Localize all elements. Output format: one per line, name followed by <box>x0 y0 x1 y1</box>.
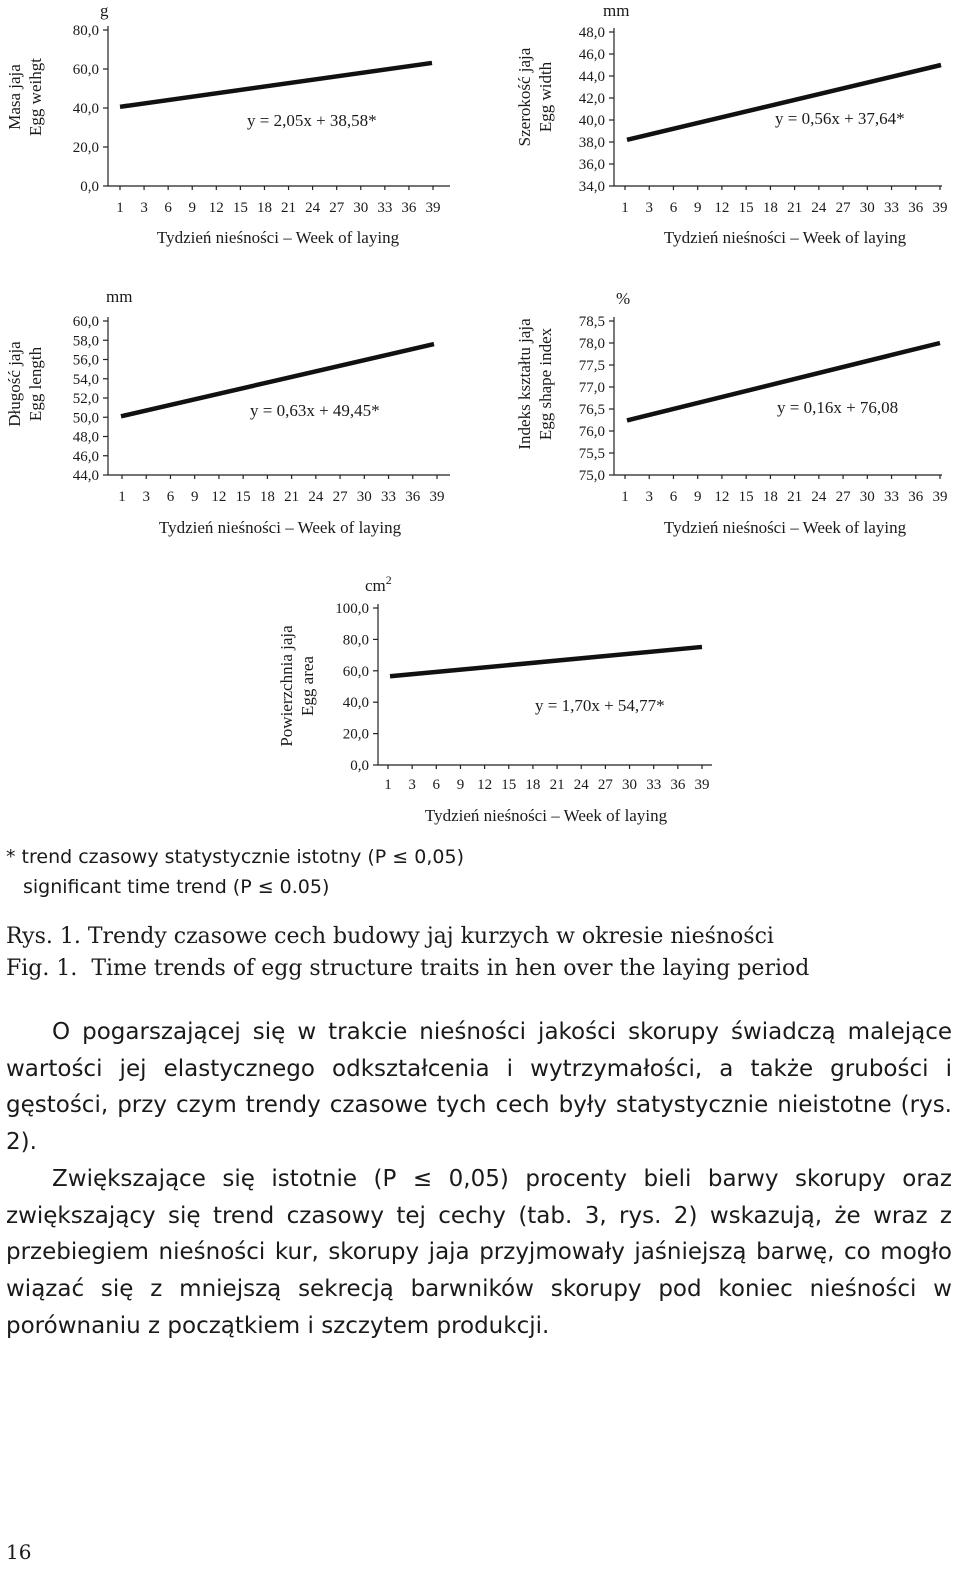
y-tick-label: 38,0 <box>578 135 605 151</box>
y-tick-label: 46,0 <box>578 47 605 63</box>
x-tick-label: 15 <box>235 489 251 505</box>
y-tick-label: 36,0 <box>578 157 605 173</box>
x-tick-label: 24 <box>573 777 589 793</box>
x-tick-label: 3 <box>140 200 148 216</box>
x-axis-label: Tydzień nieśności – Week of laying <box>156 228 400 247</box>
trend-equation: y = 1,70x + 54,77* <box>535 696 665 715</box>
y-tick-label: 78,0 <box>578 336 605 352</box>
trend-line <box>390 647 702 676</box>
y-tick-label: 52,0 <box>72 391 99 407</box>
x-tick-label: 39 <box>429 489 445 505</box>
x-tick-label: 12 <box>714 200 730 216</box>
x-tick-label: 9 <box>693 489 702 505</box>
x-tick-label: 6 <box>166 489 175 505</box>
y-tick-label: 60,0 <box>342 663 369 680</box>
y-tick-label: 40,0 <box>72 101 99 117</box>
caption-pl: Rys. 1. Trendy czasowe cech budowy jaj kurzych w okresie nieśności <box>6 924 774 949</box>
chart-egg-length <box>0 285 470 545</box>
y-axis-label-line: Masa jaja <box>5 64 24 130</box>
x-tick-label: 36 <box>908 200 924 216</box>
x-tick-label: 6 <box>669 200 678 216</box>
y-tick-label: 34,0 <box>578 179 605 195</box>
x-tick-label: 30 <box>353 200 369 216</box>
x-tick-label: 15 <box>501 777 517 793</box>
x-tick-label: 21 <box>281 200 297 216</box>
x-tick-label: 12 <box>211 489 227 505</box>
y-unit-label: % <box>616 289 631 308</box>
x-tick-label: 18 <box>762 200 778 216</box>
x-tick-label: 24 <box>305 200 321 216</box>
y-tick-label: 54,0 <box>72 371 99 388</box>
x-axis-label: Tydzień nieśności – Week of laying <box>424 806 668 825</box>
x-tick-label: 21 <box>787 200 803 216</box>
y-tick-label: 20,0 <box>342 726 369 743</box>
x-tick-label: 9 <box>188 200 196 216</box>
footnote-line-en: significant time trend (P ≤ 0.05) <box>23 876 330 898</box>
x-tick-label: 36 <box>670 777 686 793</box>
trend-equation: y = 0,16x + 76,08 <box>777 398 899 417</box>
y-tick-label: 80,0 <box>342 632 369 649</box>
x-tick-label: 30 <box>859 489 875 505</box>
x-tick-label: 33 <box>646 777 662 793</box>
x-tick-label: 33 <box>381 489 397 505</box>
trend-equation: y = 2,05x + 38,58* <box>247 111 377 130</box>
x-tick-label: 30 <box>356 489 372 505</box>
x-tick-label: 3 <box>142 489 150 505</box>
y-tick-label: 77,5 <box>578 358 605 374</box>
y-tick-label: 58,0 <box>72 333 99 350</box>
x-tick-label: 9 <box>456 777 465 793</box>
y-tick-label: 0,0 <box>350 758 369 774</box>
x-tick-label: 15 <box>738 200 754 216</box>
x-tick-label: 3 <box>408 777 416 793</box>
y-axis-label-line: Egg length <box>26 346 45 422</box>
y-unit-label: $cm^2$ <box>365 573 392 595</box>
y-tick-label: 100,0 <box>335 601 369 617</box>
x-tick-label: 12 <box>477 777 493 793</box>
x-tick-label: 33 <box>377 200 393 216</box>
y-tick-label: 75,5 <box>578 446 605 462</box>
y-axis-label-line: Powierzchnia jaja <box>277 625 296 747</box>
y-tick-label: 56,0 <box>72 352 99 369</box>
x-tick-label: 39 <box>694 777 710 793</box>
x-tick-label: 15 <box>232 200 248 216</box>
x-tick-label: 18 <box>762 489 778 505</box>
chart-egg-area <box>250 565 720 830</box>
x-tick-label: 21 <box>284 489 300 505</box>
x-tick-label: 27 <box>329 200 345 216</box>
y-axis-label-line: Egg width <box>536 61 555 133</box>
paragraph-1: O pogarszającej się w trakcie nieśności jakości skorupy świadczą malejące wartości jej elastycznego odkształcenia i wytrzymałości, a także grubości i gęstości, przy czym trendy czasowe tych cech były statystycznie nieistotne (rys. 2). <box>6 1019 952 1156</box>
x-tick-label: 33 <box>884 200 900 216</box>
y-tick-label: 48,0 <box>72 429 99 446</box>
y-axis-label-line: Egg area <box>298 656 317 716</box>
x-tick-label: 27 <box>332 489 348 505</box>
x-tick-label: 6 <box>669 489 678 505</box>
paragraph-2: Zwiększające się istotnie (P ≤ 0,05) procenty bieli barwy skorupy oraz zwiększający się trend czasowy tej cechy (tab. 3, rys. 2) wskazują, że wraz z przebiegiem nieśności kur, skorupy jaja przyjmowały jaśniejszą barwę, co mogło wiązać się z mniejszą sekrecją barwników skorupy pod koniec nieśności w porównaniu z początkiem i szczytem produkcji. <box>6 1165 952 1339</box>
y-tick-label: 78,5 <box>578 314 605 330</box>
x-tick-label: 3 <box>645 489 653 505</box>
y-tick-label: 40,0 <box>342 695 369 712</box>
x-tick-label: 21 <box>787 489 803 505</box>
y-axis-label-line: Egg weihgt <box>26 58 45 136</box>
x-tick-label: 36 <box>908 489 924 505</box>
y-axis-label-line: Egg shape index <box>536 327 555 441</box>
y-unit-label: mm <box>106 287 133 306</box>
footnote <box>6 842 464 902</box>
y-tick-label: 42,0 <box>578 91 605 107</box>
x-tick-label: 9 <box>693 200 702 216</box>
body-text <box>6 1014 952 1344</box>
y-tick-label: 60,0 <box>72 314 99 330</box>
x-tick-label: 36 <box>405 489 421 505</box>
y-tick-label: 76,5 <box>578 402 605 418</box>
x-tick-label: 39 <box>425 200 441 216</box>
x-tick-label: 30 <box>622 777 638 793</box>
page-number: 16 <box>6 1540 32 1564</box>
x-tick-label: 6 <box>432 777 441 793</box>
caption-en: Fig. 1. Time trends of egg structure traits in hen over the laying period <box>6 956 810 981</box>
x-tick-label: 36 <box>401 200 417 216</box>
trend-equation: y = 0,63x + 49,45* <box>250 401 380 420</box>
chart-egg-weight <box>0 0 470 260</box>
x-tick-label: 24 <box>811 489 827 505</box>
y-tick-label: 46,0 <box>72 448 99 465</box>
y-tick-label: 50,0 <box>72 410 99 427</box>
x-tick-label: 15 <box>738 489 754 505</box>
x-tick-label: 12 <box>208 200 224 216</box>
y-tick-label: 0,0 <box>80 179 99 195</box>
x-tick-label: 27 <box>835 489 851 505</box>
x-tick-label: 24 <box>308 489 324 505</box>
y-unit-label: g <box>100 1 109 20</box>
x-tick-label: 33 <box>884 489 900 505</box>
y-axis-label-line: Długość jaja <box>5 341 24 427</box>
y-axis-label-line: Indeks kształtu jaja <box>515 318 534 450</box>
chart-egg-width <box>490 0 960 260</box>
y-tick-label: 48,0 <box>578 25 605 41</box>
x-tick-label: 39 <box>932 200 948 216</box>
x-tick-label: 12 <box>714 489 730 505</box>
trend-equation: y = 0,56x + 37,64* <box>775 109 905 128</box>
x-tick-label: 27 <box>835 200 851 216</box>
x-tick-label: 1 <box>116 200 124 216</box>
y-unit-label: mm <box>603 1 630 20</box>
x-tick-label: 9 <box>190 489 199 505</box>
y-tick-label: 76,0 <box>578 424 605 440</box>
x-tick-label: 39 <box>932 489 948 505</box>
x-axis-label: Tydzień nieśności – Week of laying <box>663 228 907 247</box>
y-unit-superscript: 2 <box>385 573 392 587</box>
x-tick-label: 18 <box>256 200 272 216</box>
chart-egg-shape-index <box>490 285 960 545</box>
x-tick-label: 6 <box>164 200 172 216</box>
y-tick-label: 77,0 <box>578 380 605 396</box>
x-tick-label: 1 <box>118 489 126 505</box>
y-tick-label: 75,0 <box>578 468 605 484</box>
figure-caption <box>6 921 809 985</box>
trend-line <box>627 65 941 140</box>
x-axis-label: Tydzień nieśności – Week of laying <box>158 518 402 537</box>
x-tick-label: 30 <box>859 200 875 216</box>
y-tick-label: 80,0 <box>72 23 99 39</box>
x-tick-label: 18 <box>259 489 275 505</box>
x-axis-label: Tydzień nieśności – Week of laying <box>663 518 907 537</box>
trend-line <box>120 63 432 107</box>
y-tick-label: 44,0 <box>72 468 99 484</box>
x-tick-label: 21 <box>549 777 565 793</box>
x-tick-label: 1 <box>621 489 629 505</box>
x-tick-label: 27 <box>597 777 613 793</box>
x-tick-label: 18 <box>525 777 541 793</box>
y-tick-label: 60,0 <box>72 62 99 78</box>
x-tick-label: 1 <box>384 777 392 793</box>
x-tick-label: 3 <box>645 200 653 216</box>
x-tick-label: 24 <box>811 200 827 216</box>
y-axis-label-line: Szerokość jaja <box>515 47 534 147</box>
y-tick-label: 44,0 <box>578 69 605 85</box>
y-tick-label: 20,0 <box>72 140 99 156</box>
x-tick-label: 1 <box>621 200 629 216</box>
footnote-line-pl: * trend czasowy statystycznie istotny (P ≤ 0,05) <box>6 846 464 868</box>
y-tick-label: 40,0 <box>578 113 605 129</box>
